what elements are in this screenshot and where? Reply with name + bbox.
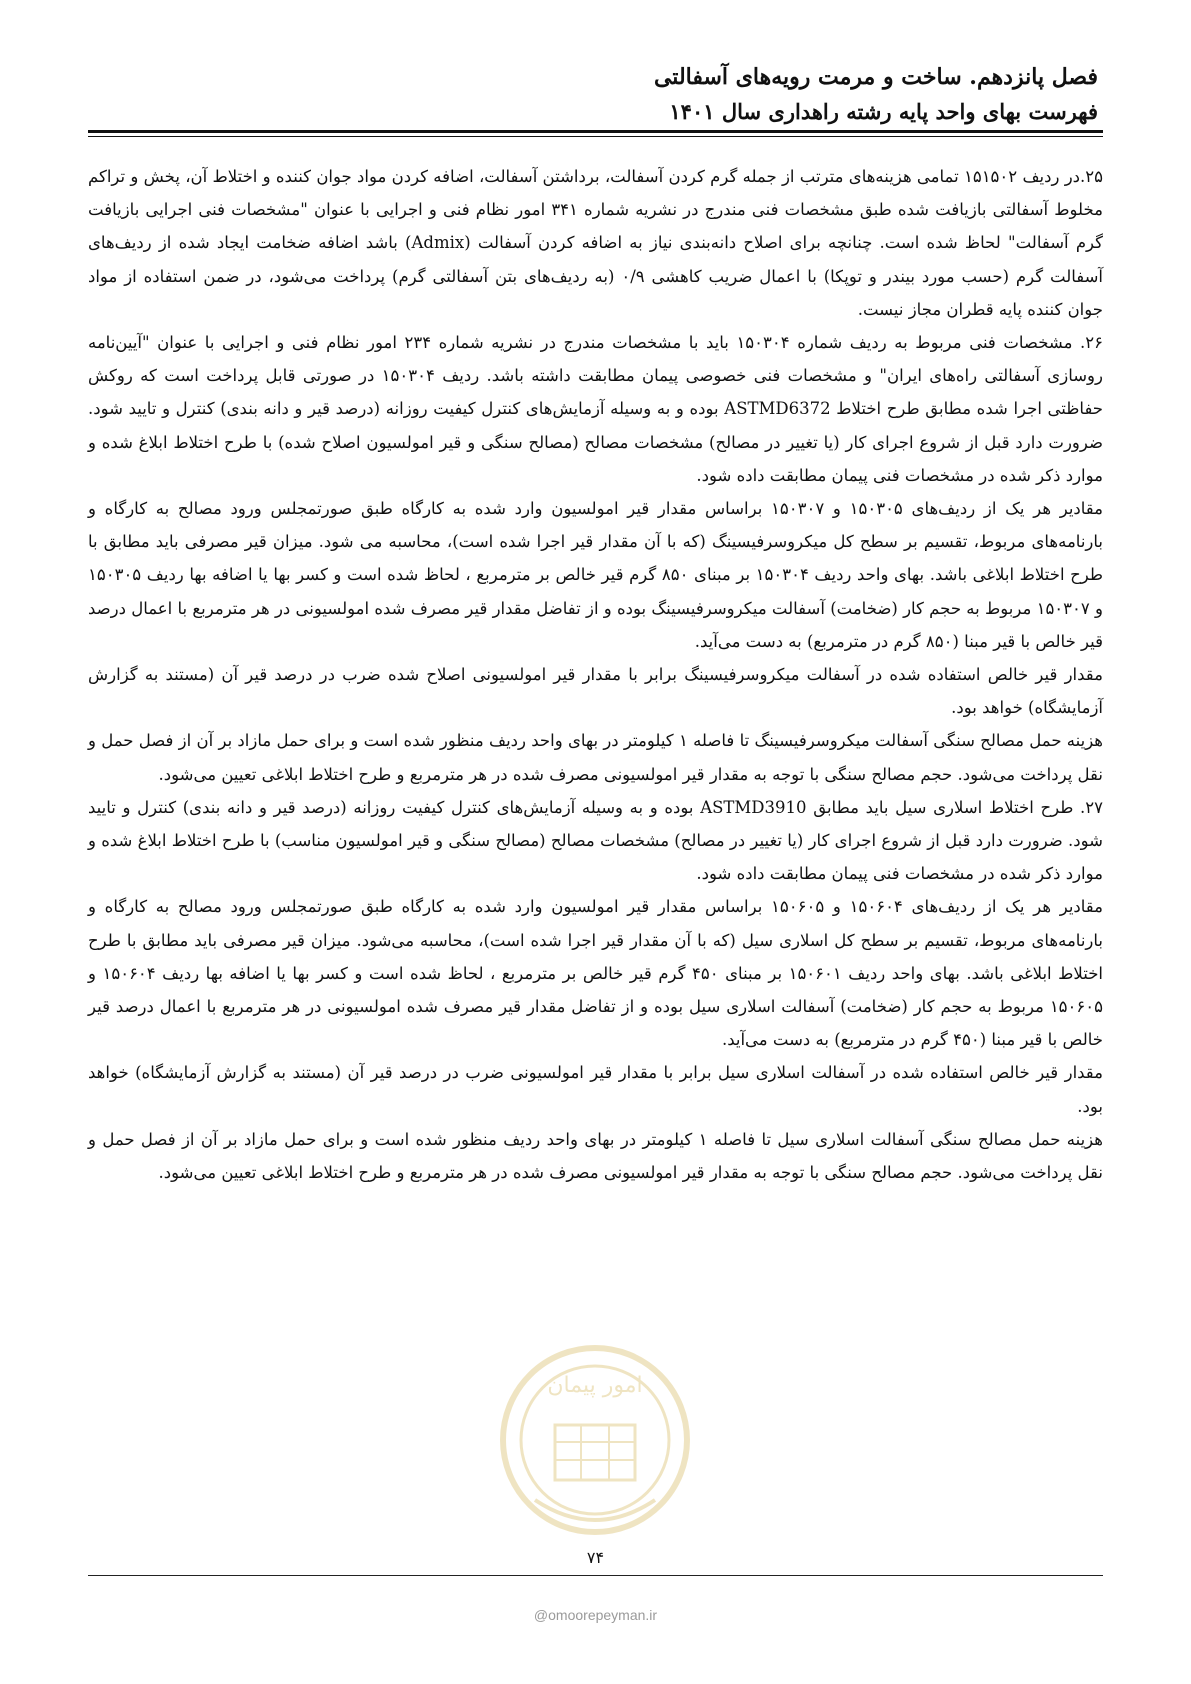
- seal-text: امور پیمان: [547, 1373, 643, 1398]
- paragraph-25: ۲۵.در ردیف ۱۵۱۵۰۲ تمامی هزینه‌های مترتب از جمله گرم کردن آسفالت، برداشتن آسفالت، اضافه کردن مواد جوان کننده و اختلاط آن، پخش و تراکم مخلوط آسفالتی بازیافت شده طبق مشخصات فنی مندرج در نشریه شماره ۳۴۱ امور نظام فنی و اجرایی با عنوان "مشخصات فنی اجرایی بازیافت گرم آسفالت" لحاظ شده است. چنانچه برای اصلاح دانه‌بندی نیاز به اضافه کردن آسفالت (Admix) باشد اضافه ضخامت ایجاد شده از ردیف‌های آسفالت گرم (حسب مورد بیندر و توپکا) با اعمال ضریب کاهشی ۰/۹ (به ردیف‌های بتن آسفالتی گرم) پرداخت می‌شود، در ضمن استفاده از مواد جوان کننده پایه قطران مجاز نیست.: [88, 167, 1104, 319]
- paragraph-microsurfacing-bitumen: مقدار قیر خالص استفاده شده در آسفالت میکروسرفیسینگ برابر با مقدار قیر امولسیونی اصلاح شده ضرب در درصد قیر آن (مستند به گزارش آزمایشگاه) خواهد بود.: [88, 665, 1103, 718]
- paragraph-27: ۲۷. طرح اختلاط اسلاری سیل باید مطابق ASTMD3910 بوده و به وسیله آزمایش‌های کنترل کیفیت روزانه (درصد قیر و دانه بندی) کنترل و تایید شود. ضرورت دارد قبل از شروع اجرای کار (یا تغییر در مصالح) مشخصات مصالح (مصالح سنگی و قیر امولسیون مناسب) با طرح اختلاط ابلاغ شده و موارد ذکر شده در مشخصات فنی پیمان مطابقت داده شود.: [88, 797, 1103, 884]
- price-list-subtitle: فهرست بهای واحد پایه رشته راهداری سال ۱۴۰۱: [669, 99, 1098, 124]
- body-text: [88, 160, 1103, 1189]
- paragraph-26: ۲۶. مشخصات فنی مربوط به ردیف شماره ۱۵۰۳۰۴ باید با مشخصات مندرج در نشریه شماره ۲۳۴ امور نظام فنی و اجرایی با عنوان "آیین‌نامه روسازی آسفالتی راه‌های ایران" و مشخصات فنی خصوصی پیمان مطابقت داشته باشد. ردیف ۱۵۰۳۰۴ در صورتی قابل پرداخت است که روکش حفاظتی اجرا شده مطابق طرح اختلاط ASTMD6372 بوده و به وسیله آزمایش‌های کنترل کیفیت روزانه (درصد قیر و دانه بندی) کنترل و تایید شود. ضرورت دارد قبل از شروع اجرای کار (یا تغییر در مصالح) مشخصات مصالح (مصالح سنگی و قیر امولسیون اصلاح شده) با طرح اختلاط ابلاغ شده و موارد ذکر شده در مشخصات فنی پیمان مطابقت داده شود.: [88, 333, 1103, 485]
- paragraph-slurry-quantities: مقادیر هر یک از ردیف‌های ۱۵۰۶۰۴ و ۱۵۰۶۰۵ براساس مقدار قیر امولسیون وارد شده به کارگاه طبق صورتمجلس ورود مصالح به کارگاه و بارنامه‌های مربوط، تقسیم بر سطح کل اسلاری سیل (که با آن مقدار قیر اجرا شده است)، محاسبه می‌شود. میزان قیر مصرفی باید مطابق با طرح اختلاط ابلاغی باشد. بهای واحد ردیف ۱۵۰۶۰۱ بر مبنای ۴۵۰ گرم قیر خالص بر مترمربع ، لحاظ شده است و کسر بها یا اضافه بها ردیف ۱۵۰۶۰۴ و ۱۵۰۶۰۵ مربوط به حجم کار (ضخامت) آسفالت اسلاری سیل بوده و از تفاضل مقدار قیر مصرف شده امولسیونی در هر مترمربع با اعمال درصد قیر خالص با قیر مبنا (۴۵۰ گرم در مترمربع) به دست می‌آید.: [88, 897, 1103, 1050]
- paragraph-microsurfacing-quantities: مقادیر هر یک از ردیف‌های ۱۵۰۳۰۵ و ۱۵۰۳۰۷ براساس مقدار قیر امولسیون وارد شده به کارگاه طبق صورتمجلس ورود مصالح به کارگاه و بارنامه‌های مربوط، تقسیم بر سطح کل میکروسرفیسینگ (که با آن مقدار قیر اجرا شده است)، محاسبه می شود. میزان قیر مصرفی باید مطابق با طرح اختلاط ابلاغی باشد. بهای واحد ردیف ۱۵۰۳۰۴ بر مبنای ۸۵۰ گرم قیر خالص بر مترمربع ، لحاظ شده است و کسر بها یا اضافه بها ردیف ۱۵۰۳۰۵ و ۱۵۰۳۰۷ مربوط به حجم کار (ضخامت) آسفالت میکروسرفیسینگ بوده و از تفاضل مقدار قیر مصرف شده امولسیونی در هر مترمربع با اعمال درصد قیر خالص با قیر مبنا (۸۵۰ گرم در مترمربع) به دست می‌آید.: [88, 499, 1103, 651]
- paragraph-microsurfacing-haulage: هزینه حمل مصالح سنگی آسفالت میکروسرفیسینگ تا فاصله ۱ کیلومتر در بهای واحد ردیف منظور شده است و برای حمل مازاد بر آن از فصل حمل و نقل پرداخت می‌شود. حجم مصالح سنگی با توجه به مقدار قیر امولسیونی مصرف شده در هر مترمربع و طرح اختلاط ابلاغی تعیین می‌شود.: [88, 731, 1104, 784]
- header-rule-thick: [88, 130, 1103, 133]
- seal-watermark-icon: [495, 1330, 695, 1560]
- chapter-title: فصل پانزدهم. ساخت و مرمت رویه‌های آسفالتی: [653, 64, 1098, 90]
- paragraph-slurry-haulage: هزینه حمل مصالح سنگی آسفالت اسلاری سیل تا فاصله ۱ کیلومتر در بهای واحد ردیف منظور شده است و برای حمل مازاد بر آن از فصل حمل و نقل پرداخت می‌شود. حجم مصالح سنگی با توجه به مقدار قیر امولسیونی مصرف شده در هر مترمربع و طرح اختلاط ابلاغی تعیین می‌شود.: [88, 1129, 1103, 1183]
- header-rule-thin: [88, 136, 1103, 137]
- page-number: ۷۴: [586, 1548, 605, 1567]
- footer-rule: [88, 1575, 1103, 1576]
- website-watermark: @omoorepeyman.ir: [533, 1607, 658, 1623]
- paragraph-slurry-bitumen: مقدار قیر خالص استفاده شده در آسفالت اسلاری سیل برابر با مقدار قیر امولسیونی ضرب در درصد قیر آن (مستند به گزارش آزمایشگاه) خواهد بود.: [88, 1063, 1103, 1116]
